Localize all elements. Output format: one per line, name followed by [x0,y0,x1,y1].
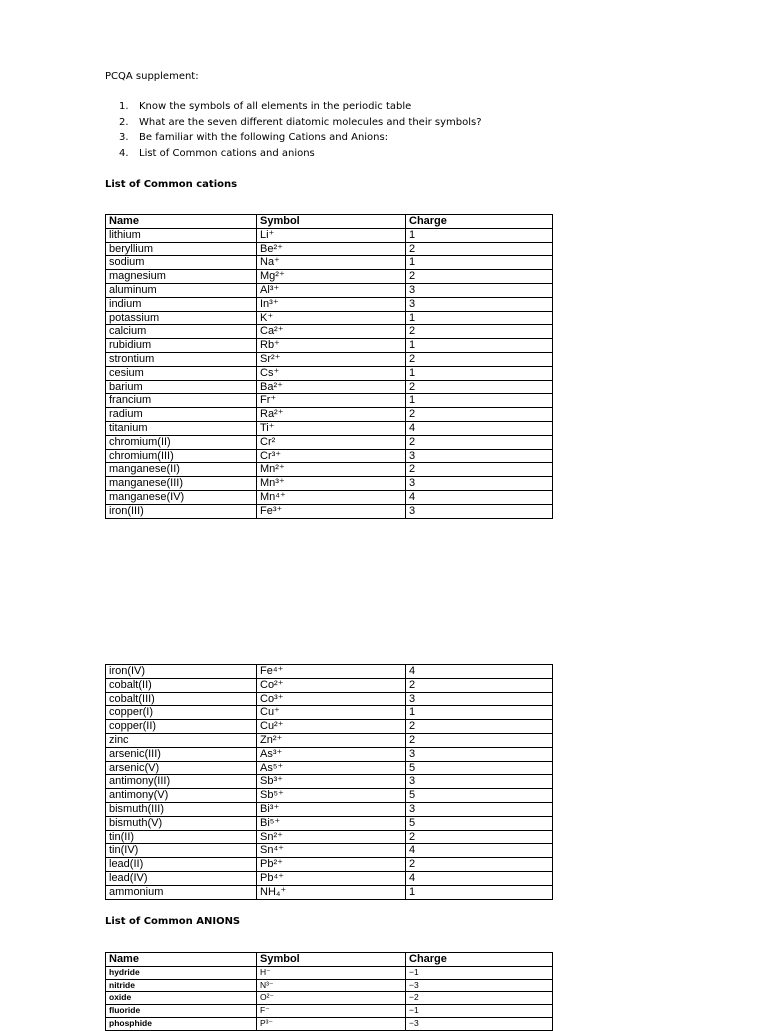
cell-name: titanium [106,421,257,435]
list-item [119,117,482,133]
table-row [106,858,553,872]
cell-charge: 4 [406,871,553,885]
cell-charge: 5 [406,816,553,830]
cell-name: indium [106,297,257,311]
cell-symbol: Co²⁺ [257,678,406,692]
cell-symbol: Pb⁴⁺ [257,871,406,885]
table-row [106,844,553,858]
list-item [119,132,482,148]
cell-symbol: As³⁺ [257,747,406,761]
list-item-number: 3. [119,132,129,143]
cell-symbol: Mn²⁺ [257,463,406,477]
cell-name: fluoride [106,1005,257,1018]
cell-charge: 2 [406,463,553,477]
table-row [106,733,553,747]
cell-symbol: Rb⁺ [257,339,406,353]
cell-symbol: Mn⁴⁺ [257,490,406,504]
table-row [106,665,553,679]
table-row [106,885,553,899]
cell-symbol: Li⁺ [257,228,406,242]
table-row [106,966,553,979]
cell-name: lead(IV) [106,871,257,885]
table-row [106,242,553,256]
cell-name: antimony(V) [106,789,257,803]
cell-symbol: Fr⁺ [257,394,406,408]
list-item-text: What are the seven different diatomic molecules and their symbols? [139,116,482,128]
cell-charge: 3 [406,747,553,761]
cell-charge: 2 [406,242,553,256]
cell-name: antimony(III) [106,775,257,789]
table-row [106,678,553,692]
cell-name: copper(II) [106,720,257,734]
cell-name: iron(III) [106,504,257,518]
table-row [106,816,553,830]
cell-name: manganese(IV) [106,490,257,504]
cell-symbol: Ca²⁺ [257,325,406,339]
cell-charge: 4 [406,490,553,504]
cell-charge: 3 [406,802,553,816]
cell-name: cobalt(III) [106,692,257,706]
cell-charge: 2 [406,408,553,422]
cell-symbol: Cr² [257,435,406,449]
cell-symbol: Ti⁺ [257,421,406,435]
cell-name: chromium(II) [106,435,257,449]
cell-charge: 1 [406,228,553,242]
cell-name: potassium [106,311,257,325]
cell-name: strontium [106,352,257,366]
cell-symbol: Ra²⁺ [257,408,406,422]
table-row [106,979,553,992]
cell-symbol: In³⁺ [257,297,406,311]
cell-charge: 5 [406,761,553,775]
cell-charge: 2 [406,325,553,339]
cell-charge: 2 [406,733,553,747]
cell-symbol: Cr³⁺ [257,449,406,463]
cell-name: chromium(III) [106,449,257,463]
table-row [106,992,553,1005]
cell-name: hydride [106,966,257,979]
cell-charge: 2 [406,352,553,366]
table-row [106,435,553,449]
cell-charge: 3 [406,283,553,297]
table-row [106,228,553,242]
cell-name: oxide [106,992,257,1005]
cell-name: manganese(II) [106,463,257,477]
cell-charge: 5 [406,789,553,803]
cell-name: arsenic(III) [106,747,257,761]
table-row [106,720,553,734]
cell-name: beryllium [106,242,257,256]
list-item [119,101,482,117]
cell-name: calcium [106,325,257,339]
cell-charge: −1 [406,966,553,979]
table-row [106,270,553,284]
cell-charge: 4 [406,665,553,679]
cell-charge: −3 [406,1017,553,1030]
cell-charge: 4 [406,844,553,858]
cell-name: bismuth(III) [106,802,257,816]
cell-charge: 1 [406,366,553,380]
cell-symbol: As⁵⁺ [257,761,406,775]
table-row [106,692,553,706]
table-row [106,775,553,789]
table-row [106,830,553,844]
table-row [106,871,553,885]
anions-heading: List of Common ANIONS [105,916,241,927]
cell-name: nitride [106,979,257,992]
column-header-charge: Charge [406,953,553,967]
cell-charge: 2 [406,380,553,394]
cell-symbol: Al³⁺ [257,283,406,297]
cell-symbol: Sb³⁺ [257,775,406,789]
table-row [106,325,553,339]
table-row [106,421,553,435]
table-row [106,802,553,816]
cell-symbol: Fe³⁺ [257,504,406,518]
cell-symbol: Be²⁺ [257,242,406,256]
instruction-list [119,101,482,163]
cell-name: arsenic(V) [106,761,257,775]
column-header-symbol: Symbol [257,215,406,229]
cell-name: tin(IV) [106,844,257,858]
cell-symbol: H⁻ [257,966,406,979]
table-row [106,297,553,311]
anions-table [105,952,553,1031]
cell-symbol: Bi³⁺ [257,802,406,816]
cell-charge: 2 [406,435,553,449]
cell-symbol: Cu⁺ [257,706,406,720]
cell-name: copper(I) [106,706,257,720]
cell-symbol: F⁻ [257,1005,406,1018]
cell-charge: 3 [406,504,553,518]
cell-symbol: Cs⁺ [257,366,406,380]
cell-charge: 2 [406,720,553,734]
cell-charge: 4 [406,421,553,435]
cell-name: barium [106,380,257,394]
cell-charge: 3 [406,297,553,311]
cell-name: radium [106,408,257,422]
cell-name: cesium [106,366,257,380]
cations-table [105,214,553,519]
table-row [106,394,553,408]
cell-charge: −1 [406,1005,553,1018]
cell-symbol: Fe⁴⁺ [257,665,406,679]
cell-symbol: Pb²⁺ [257,858,406,872]
table-row [106,283,553,297]
column-header-charge: Charge [406,215,553,229]
table-row [106,1005,553,1018]
cell-charge: 1 [406,394,553,408]
cell-name: zinc [106,733,257,747]
cell-name: ammonium [106,885,257,899]
column-header-name: Name [106,953,257,967]
cell-symbol: Sn⁴⁺ [257,844,406,858]
table-row [106,352,553,366]
cell-symbol: Ba²⁺ [257,380,406,394]
cell-charge: 3 [406,449,553,463]
cell-charge: 1 [406,256,553,270]
table-row [106,256,553,270]
table-header-row [106,215,553,229]
cell-symbol: Mn³⁺ [257,477,406,491]
cell-name: cobalt(II) [106,678,257,692]
table-row [106,380,553,394]
cell-name: sodium [106,256,257,270]
cell-symbol: Co³⁺ [257,692,406,706]
cell-symbol: O²⁻ [257,992,406,1005]
table-row [106,366,553,380]
cell-name: lead(II) [106,858,257,872]
table-row [106,339,553,353]
cell-charge: 3 [406,477,553,491]
table-row [106,761,553,775]
cell-charge: −2 [406,992,553,1005]
table-row [106,408,553,422]
cell-charge: 2 [406,858,553,872]
document-title: PCQA supplement: [105,71,199,82]
cell-symbol: N³⁻ [257,979,406,992]
cell-name: bismuth(V) [106,816,257,830]
column-header-symbol: Symbol [257,953,406,967]
cell-symbol: Zn²⁺ [257,733,406,747]
list-item [119,148,482,164]
table-row [106,311,553,325]
table-row [106,449,553,463]
cell-symbol: K⁺ [257,311,406,325]
table-row [106,504,553,518]
cell-charge: 1 [406,706,553,720]
table-row [106,789,553,803]
list-item-number: 1. [119,101,129,112]
table-row [106,477,553,491]
cell-symbol: Sr²⁺ [257,352,406,366]
column-header-name: Name [106,215,257,229]
list-item-number: 2. [119,116,129,128]
cell-charge: 2 [406,270,553,284]
list-item-text: List of Common cations and anions [139,147,315,159]
list-item-number: 4. [119,147,129,159]
cell-charge: 2 [406,678,553,692]
cell-name: manganese(III) [106,477,257,491]
table-row [106,706,553,720]
cell-symbol: Sn²⁺ [257,830,406,844]
table-row [106,463,553,477]
cell-name: phosphide [106,1017,257,1030]
cell-symbol: Mg²⁺ [257,270,406,284]
table-row [106,490,553,504]
cell-charge: 2 [406,830,553,844]
cell-charge: 3 [406,775,553,789]
cell-symbol: Cu²⁺ [257,720,406,734]
cell-symbol: Na⁺ [257,256,406,270]
cell-charge: 3 [406,692,553,706]
cell-charge: −3 [406,979,553,992]
cell-name: francium [106,394,257,408]
cell-charge: 1 [406,339,553,353]
cell-name: rubidium [106,339,257,353]
table-row [106,747,553,761]
list-item-text: Be familiar with the following Cations and Anions: [139,132,389,143]
cell-name: tin(II) [106,830,257,844]
table-header-row [106,953,553,967]
cations-table-continued [105,664,553,900]
cell-symbol: Sb⁵⁺ [257,789,406,803]
cell-symbol: NH₄⁺ [257,885,406,899]
cell-symbol: Bi⁵⁺ [257,816,406,830]
cell-charge: 1 [406,311,553,325]
cell-name: aluminum [106,283,257,297]
list-item-text: Know the symbols of all elements in the periodic table [139,101,412,112]
cell-symbol: P³⁻ [257,1017,406,1030]
cell-charge: 1 [406,885,553,899]
cell-name: magnesium [106,270,257,284]
cell-name: iron(IV) [106,665,257,679]
cations-heading: List of Common cations [105,179,238,190]
cell-name: lithium [106,228,257,242]
